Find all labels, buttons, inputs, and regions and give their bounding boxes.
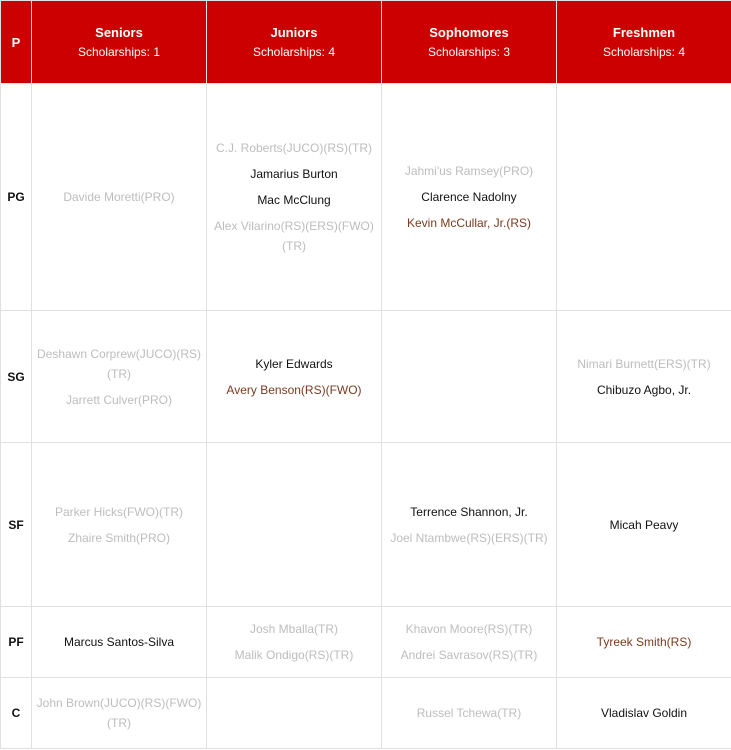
freshmen-column-header — [557, 1, 731, 84]
player-name: Khavon Moore(RS)(TR) — [405, 622, 533, 636]
player-name: Tyreek Smith(RS) — [596, 635, 692, 649]
seniors-cell — [32, 311, 207, 443]
position-cell: SF — [1, 443, 32, 607]
player-name: Kevin McCullar, Jr.(RS) — [406, 216, 532, 230]
freshmen-cell — [557, 84, 731, 311]
player-name: Terrence Shannon, Jr. — [410, 504, 528, 519]
player-name: Mac McClung — [257, 193, 331, 207]
position-cell: SG — [1, 311, 32, 443]
player-name: Jamarius Burton — [250, 167, 338, 181]
player-name: Avery Benson(RS)(FWO) — [226, 382, 362, 397]
player-name: Jarrett Culver(PRO) — [65, 392, 172, 407]
position-column-header: P — [1, 1, 32, 84]
player-name: Kyler Edwards — [255, 356, 333, 371]
table-body — [1, 84, 731, 749]
player-name: Vladislav Goldin — [600, 706, 688, 720]
scholarship-count: Scholarships: 3 — [427, 45, 511, 59]
player-name: Andrei Savrasov(RS)(TR) — [400, 648, 538, 662]
seniors-cell — [32, 607, 207, 678]
player-name: Zhaire Smith(PRO) — [67, 530, 171, 545]
position-cell: C — [1, 678, 32, 749]
table-row-c — [1, 678, 731, 749]
player-name: Jahmi'us Ramsey(PRO) — [404, 164, 534, 178]
table-row-sg — [1, 311, 731, 443]
player-name: Davide Moretti(PRO) — [63, 190, 175, 204]
sophomores-cell — [382, 311, 557, 443]
scholarship-count: Scholarships: 1 — [77, 45, 161, 59]
player-name: Micah Peavy — [609, 517, 679, 532]
juniors-cell — [207, 607, 382, 678]
player-name: Clarence Nadolny — [421, 190, 517, 204]
seniors-cell — [32, 443, 207, 607]
player-name: Marcus Santos-Silva — [63, 635, 175, 649]
table-row-sf — [1, 443, 731, 607]
juniors-cell — [207, 311, 382, 443]
sophomores-cell — [382, 84, 557, 311]
freshmen-cell — [557, 678, 731, 749]
player-name: John Brown(JUCO)(RS)(FWO)(TR) — [36, 696, 202, 730]
freshmen-cell — [557, 607, 731, 678]
scholarship-count: Scholarships: 4 — [252, 45, 336, 59]
table-header — [1, 1, 731, 84]
class-name: Juniors — [270, 25, 318, 40]
player-name: Alex Vilarino(RS)(ERS)(FWO)(TR) — [214, 219, 374, 253]
position-cell: PG — [1, 84, 32, 311]
player-name: Parker Hicks(FWO)(TR) — [55, 504, 183, 519]
player-name: Nimari Burnett(ERS)(TR) — [577, 356, 711, 371]
freshmen-cell — [557, 311, 731, 443]
sophomores-cell — [382, 443, 557, 607]
player-name: Malik Ondigo(RS)(TR) — [234, 648, 354, 662]
player-name: Joel Ntambwe(RS)(ERS)(TR) — [390, 530, 548, 545]
seniors-column-header — [32, 1, 207, 84]
sophomores-cell — [382, 678, 557, 749]
seniors-cell — [32, 84, 207, 311]
player-name: Chibuzo Agbo, Jr. — [596, 382, 692, 397]
juniors-column-header — [207, 1, 382, 84]
player-name: Russel Tchewa(TR) — [416, 706, 522, 720]
player-name: Deshawn Corprew(JUCO)(RS)(TR) — [36, 346, 202, 381]
seniors-cell — [32, 678, 207, 749]
table-row-pf — [1, 607, 731, 678]
player-name: Josh Mballa(TR) — [249, 622, 339, 636]
juniors-cell — [207, 678, 382, 749]
player-name: C.J. Roberts(JUCO)(RS)(TR) — [216, 141, 372, 155]
header-row — [1, 1, 731, 84]
position-cell: PF — [1, 607, 32, 678]
class-name: Freshmen — [612, 25, 676, 40]
class-name: Seniors — [95, 25, 143, 40]
juniors-cell — [207, 443, 382, 607]
class-name: Sophomores — [429, 25, 509, 40]
juniors-cell — [207, 84, 382, 311]
freshmen-cell — [557, 443, 731, 607]
scholarship-count: Scholarships: 4 — [602, 45, 686, 59]
table-row-pg — [1, 84, 731, 311]
sophomores-cell — [382, 607, 557, 678]
sophomores-column-header — [382, 1, 557, 84]
